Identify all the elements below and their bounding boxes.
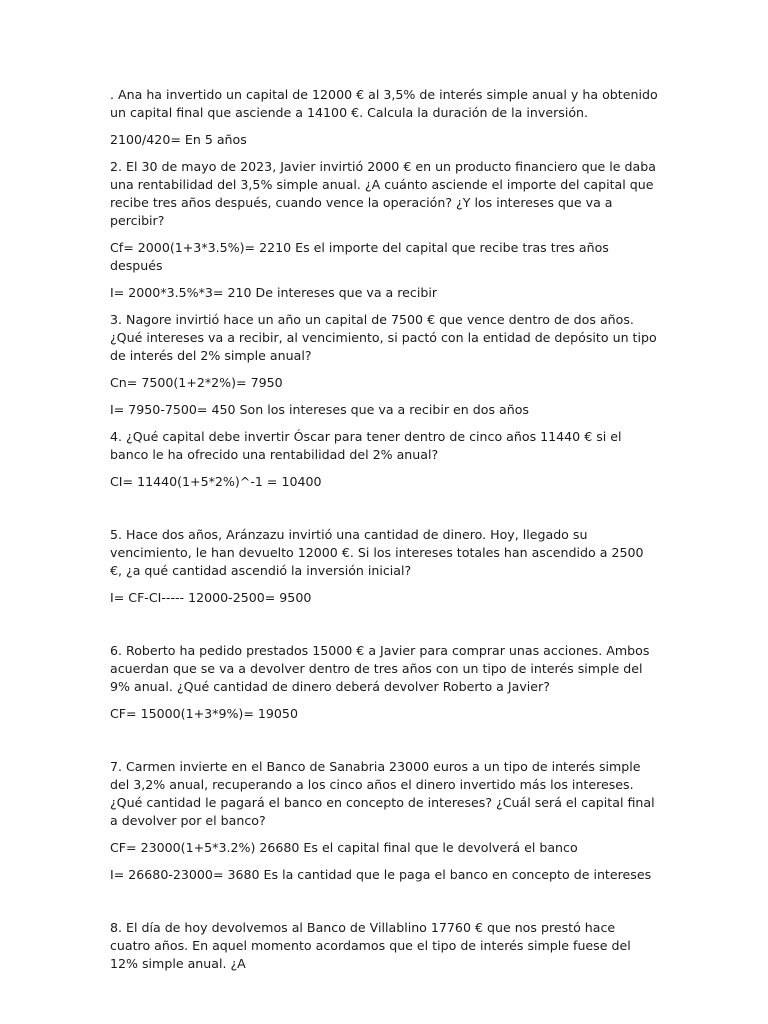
problem-2-answer-capital: Cf= 2000(1+3*3.5%)= 2210 Es el importe del capital que recibe tras tres años después [110, 240, 609, 273]
problem-4-statement: 4. ¿Qué capital debe invertir Óscar para tener dentro de cinco años 11440 € si el banco le ha ofrecido una rentabilidad del 2% anual? [110, 429, 622, 462]
problem-6-answer: CF= 15000(1+3*9%)= 19050 [110, 706, 298, 721]
problem-5-answer: I= CF-CI----- 12000-2500= 9500 [110, 590, 312, 605]
problem-3-answer-capital: Cn= 7500(1+2*2%)= 7950 [110, 375, 283, 390]
problem-5-statement: 5. Hace dos años, Aránzazu invirtió una cantidad de dinero. Hoy, llegado su vencimiento, le han devuelto 12000 €. Si los intereses totales han ascendido a 2500 €, ¿a qué cantidad ascendió la inversión inicial? [110, 527, 644, 578]
blank-line [110, 893, 658, 919]
blank-line [110, 500, 658, 526]
problem-6-statement: 6. Roberto ha pedido prestados 15000 € a Javier para comprar unas acciones. Ambos acuerdan que se va a devolver dentro de tres años con un tipo de interés simple del 9% anual. ¿Qué cantidad de dinero deberá devolver Roberto a Javier? [110, 643, 650, 694]
problem-8-statement: 8. El día de hoy devolvemos al Banco de Villablino 17760 € que nos prestó hace cuatro años. En aquel momento acordamos que el tipo de interés simple fuese del 12% simple anual. ¿A [110, 920, 631, 971]
problem-1-answer: 2100/420= En 5 años [110, 132, 247, 147]
problem-7-answer-interest: I= 26680-23000= 3680 Es la cantidad que le paga el banco en concepto de intereses [110, 867, 652, 882]
problem-1-statement: . Ana ha invertido un capital de 12000 € al 3,5% de interés simple anual y ha obtenido un capital final que asciende a 14100 €. Calcula la duración de la inversión. [110, 87, 658, 120]
problem-4-answer: CI= 11440(1+5*2%)^-1 = 10400 [110, 474, 322, 489]
problem-7-statement: 7. Carmen invierte en el Banco de Sanabria 23000 euros a un tipo de interés simple del 3,2% anual, recuperando a los cinco años el dinero invertido más los intereses. ¿Qué cantidad le pagará el banco en concepto de intereses? ¿Cuál será el capital final a devolver por el banco? [110, 759, 655, 828]
problem-2-answer-interest: I= 2000*3.5%*3= 210 De intereses que va a recibir [110, 285, 438, 300]
blank-line [110, 732, 658, 758]
problem-3-statement: 3. Nagore invirtió hace un año un capital de 7500 € que vence dentro de dos años. ¿Qué intereses va a recibir, al vencimiento, si pactó con la entidad de depósito un tipo de interés del 2% simple anual? [110, 312, 657, 363]
problem-2-statement: 2. El 30 de mayo de 2023, Javier invirtió 2000 € en un producto financiero que le daba una rentabilidad del 3,5% simple anual. ¿A cuánto asciende el importe del capital que recibe tres años después, cuando vence la operación? ¿Y los intereses que va a percibir? [110, 159, 656, 228]
problem-7-answer-capital: CF= 23000(1+5*3.2%) 26680 Es el capital final que le devolverá el banco [110, 840, 578, 855]
problem-3-answer-interest: I= 7950-7500= 450 Son los intereses que va a recibir en dos años [110, 402, 529, 417]
blank-line [110, 616, 658, 642]
